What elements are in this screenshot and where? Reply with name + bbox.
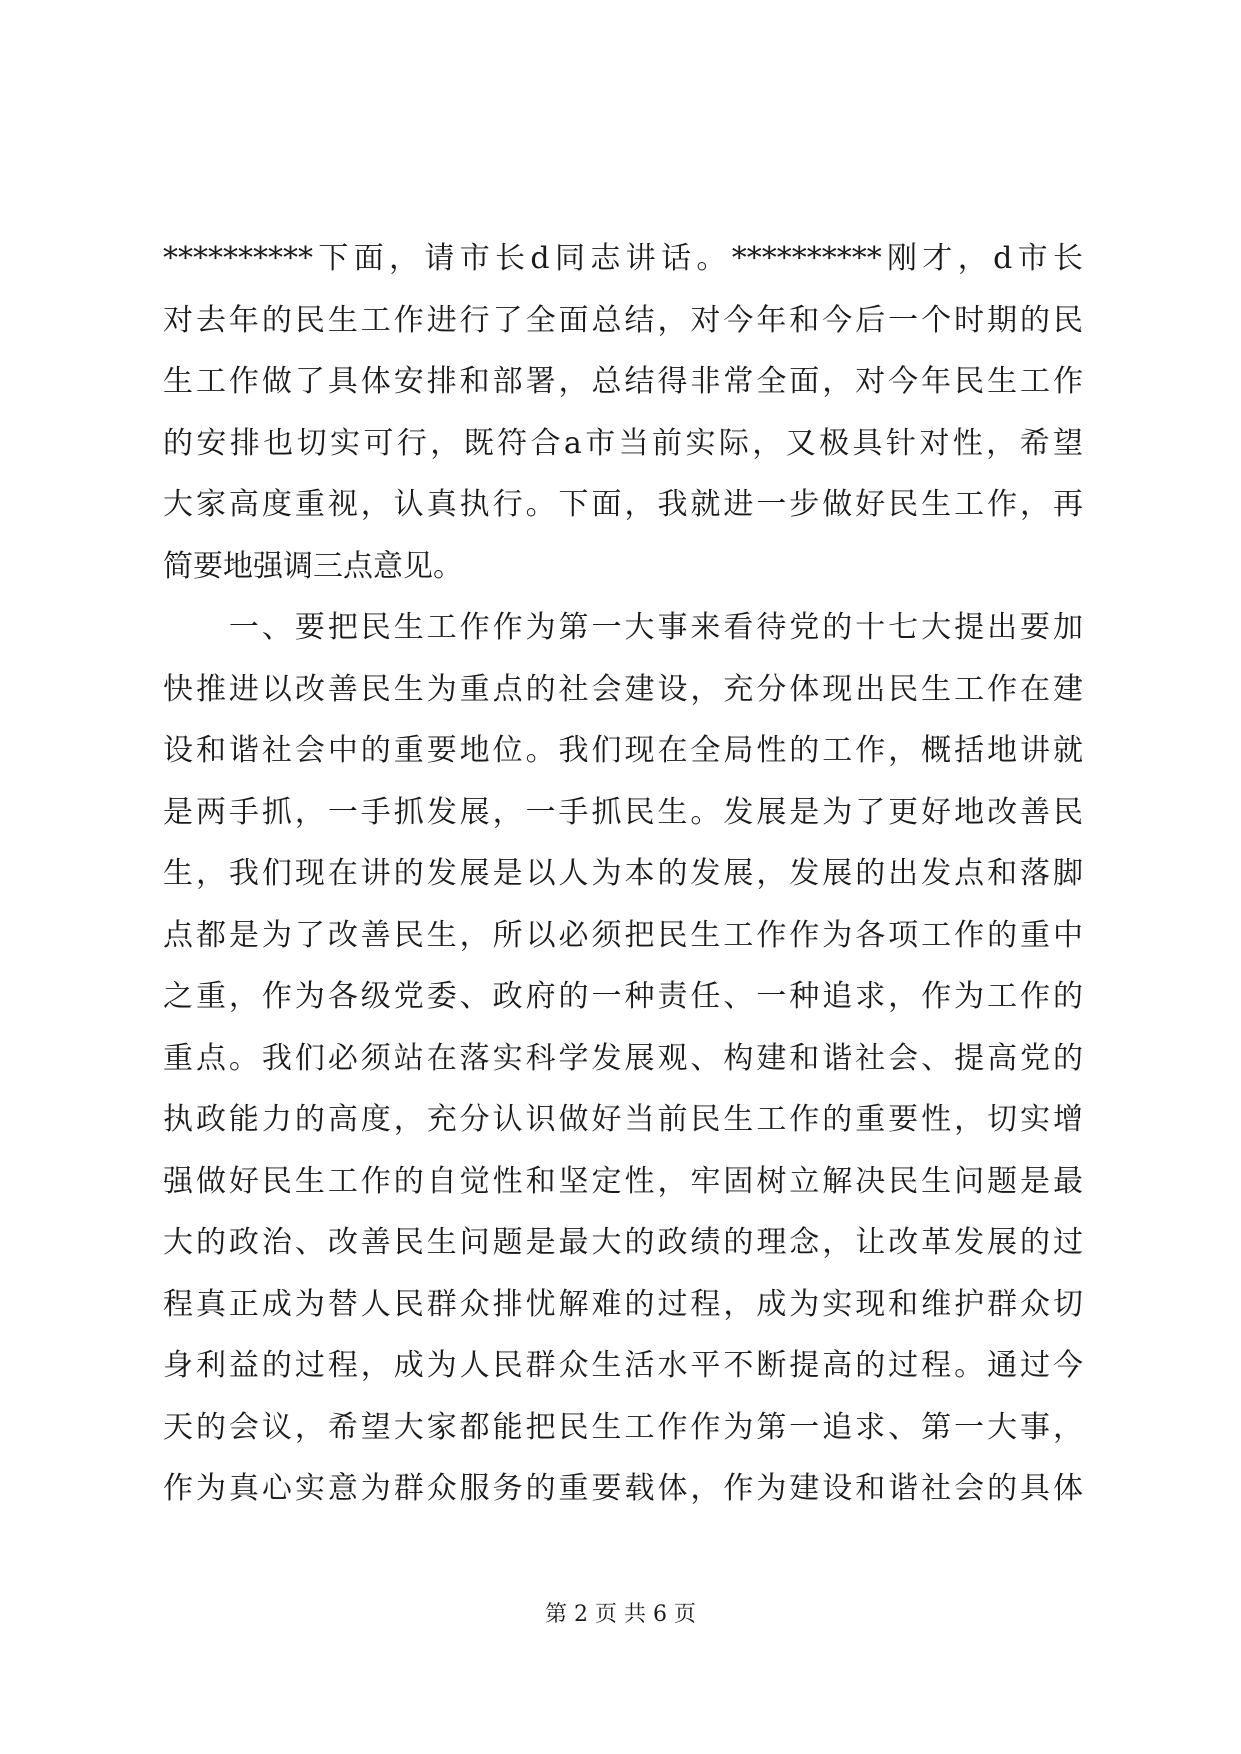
text-line: 是两手抓，一手抓发展，一手抓民生。发展是为了更好地改善民 xyxy=(163,794,1083,830)
text-line: 点都是为了改善民生，所以必须把民生工作作为各项工作的重中 xyxy=(163,917,1083,953)
body-text xyxy=(163,228,1083,1520)
text-line: 的安排也切实可行，既符合a市当前实际，又极具针对性，希望 xyxy=(163,425,1083,461)
text-line: 作为真心实意为群众服务的重要载体，作为建设和谐社会的具体 xyxy=(163,1471,1083,1506)
text-line: 大家高度重视，认真执行。下面，我就进一步做好民生工作，再 xyxy=(163,487,1083,522)
text-line: 程真正成为替人民群众排忧解难的过程，成为实现和维护群众切 xyxy=(163,1286,1083,1322)
text-line: 简要地强调三点意见。 xyxy=(163,548,463,584)
text-line: 天的会议，希望大家都能把民生工作作为第一追求、第一大事， xyxy=(163,1409,1083,1445)
text-line: 强做好民生工作的自觉性和坚定性，牢固树立解决民生问题是最 xyxy=(163,1163,1083,1199)
text-line: 对去年的民生工作进行了全面总结，对今年和今后一个时期的民 xyxy=(163,302,1083,338)
text-line: 重点。我们必须站在落实科学发展观、构建和谐社会、提高党的 xyxy=(163,1040,1083,1076)
text-line: 生工作做了具体安排和部署，总结得非常全面，对今年民生工作 xyxy=(163,364,1083,399)
text-line: 之重，作为各级党委、政府的一种责任、一种追求，作为工作的 xyxy=(163,979,1083,1014)
text-line: **********下面，请市长d同志讲话。**********刚才，d市长 xyxy=(163,241,1083,276)
text-line: 执政能力的高度，充分认识做好当前民生工作的重要性，切实增 xyxy=(163,1102,1083,1137)
text-line: 设和谐社会中的重要地位。我们现在全局性的工作，概括地讲就 xyxy=(163,733,1083,768)
text-line: 快推进以改善民生为重点的社会建设，充分体现出民生工作在建 xyxy=(163,671,1083,707)
page-number-footer: 第 2 页 共 6 页 xyxy=(545,1602,696,1627)
text-line: 一、要把民生工作作为第一大事来看待党的十七大提出要加 xyxy=(163,610,1083,645)
text-line: 大的政治、改善民生问题是最大的政绩的理念，让改革发展的过 xyxy=(163,1225,1083,1260)
text-line: 身利益的过程，成为人民群众生活水平不断提高的过程。通过今 xyxy=(163,1348,1083,1383)
text-line: 生，我们现在讲的发展是以人为本的发展，发展的出发点和落脚 xyxy=(163,856,1083,891)
